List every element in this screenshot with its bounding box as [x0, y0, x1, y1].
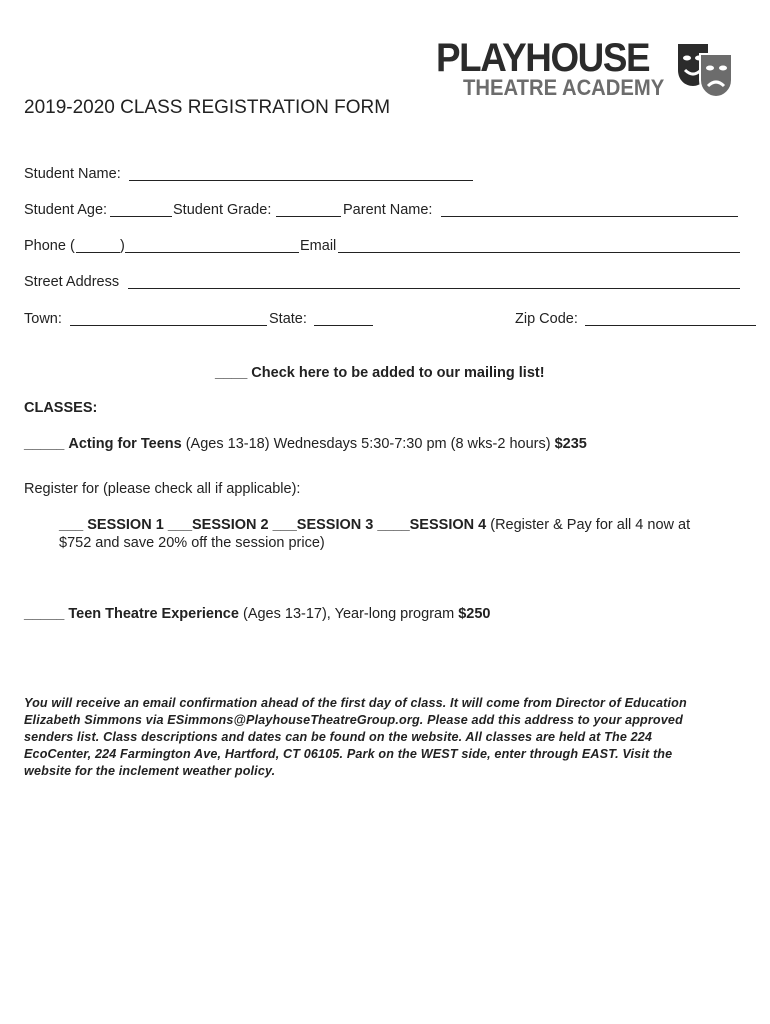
student-grade-field[interactable] — [276, 216, 341, 217]
theatre-masks-icon — [674, 40, 734, 100]
playhouse-logo — [436, 36, 736, 102]
acting-for-teens-row — [24, 436, 587, 452]
teen-checkbox-blank[interactable]: _____ — [24, 606, 65, 622]
student-grade-label: Student Grade: — [173, 202, 272, 218]
teen-theatre-row — [24, 606, 490, 622]
student-age-label: Student Age: — [24, 202, 108, 218]
parent-name-field[interactable] — [441, 216, 738, 217]
town-label: Town: — [24, 311, 62, 327]
zip-code-label: Zip Code: — [515, 311, 578, 327]
state-label: State: — [269, 311, 307, 327]
session-2-checkbox[interactable]: ___SESSION 2 — [167, 517, 269, 533]
form-title: 2019-2020 CLASS REGISTRATION FORM — [24, 97, 391, 118]
zip-code-field[interactable] — [585, 325, 756, 326]
register-for-text: Register for (please check all if applicable): — [24, 481, 301, 497]
acting-class-price: $235 — [554, 436, 587, 452]
session-4-checkbox[interactable]: ____SESSION 4 — [377, 517, 487, 533]
notice-line: EcoCenter, 224 Farmington Ave, Hartford, CT 06105. Park on the WEST side, enter through EAST. Visit the — [24, 747, 673, 761]
sessions-row — [59, 517, 690, 533]
parent-name-label: Parent Name: — [343, 202, 433, 218]
acting-checkbox-blank[interactable]: _____ — [24, 436, 65, 452]
logo-sub-text: THEATRE ACADEMY — [463, 75, 665, 100]
student-name-label: Student Name: — [24, 166, 121, 182]
notice-line: website for the inclement weather policy. — [24, 764, 276, 778]
notice-line: senders list. Class descriptions and dates can be found on the website. All classes are held at The 224 — [24, 730, 653, 744]
mailing-list-label: Check here to be added to our mailing list! — [251, 365, 545, 381]
notice-line: Elizabeth Simmons via ESimmons@PlayhouseTheatreGroup.org. Please add this address to your approved — [24, 713, 683, 727]
teen-class-details: (Ages 13-17), Year-long program — [242, 606, 455, 622]
town-field[interactable] — [70, 325, 267, 326]
session-1-checkbox[interactable]: ___ SESSION 1 — [59, 517, 164, 533]
street-address-label: Street Address — [24, 274, 120, 290]
state-field[interactable] — [314, 325, 373, 326]
teen-class-price: $250 — [458, 606, 491, 622]
phone-label: Phone ( — [24, 238, 75, 254]
classes-heading: CLASSES: — [24, 400, 98, 416]
phone-area-code-field[interactable] — [76, 252, 120, 253]
logo-main-text: PLAYHOUSE — [436, 36, 650, 80]
acting-class-name: Acting for Teens — [68, 436, 182, 452]
phone-paren-close: ) — [120, 238, 125, 254]
teen-class-name: Teen Theatre Experience — [68, 606, 239, 622]
phone-number-field[interactable] — [125, 252, 299, 253]
notice-line: You will receive an email confirmation ahead of the first day of class. It will come from Director of Education — [24, 696, 687, 710]
session-note-line1: (Register & Pay for all 4 now at — [490, 517, 691, 533]
email-field[interactable] — [338, 252, 740, 253]
session-note-line2: $752 and save 20% off the session price) — [59, 535, 325, 551]
email-confirmation-notice — [24, 695, 744, 780]
mailing-list-checkbox[interactable] — [215, 365, 545, 381]
street-address-field[interactable] — [128, 288, 740, 289]
session-3-checkbox[interactable]: ___SESSION 3 — [272, 517, 374, 533]
acting-class-details: (Ages 13-18) Wednesdays 5:30-7:30 pm (8 wks-2 hours) — [185, 436, 551, 452]
mailing-list-blank[interactable]: ____ — [215, 365, 248, 381]
student-age-field[interactable] — [110, 216, 172, 217]
student-name-field[interactable] — [129, 180, 473, 181]
email-label: Email — [300, 238, 337, 254]
